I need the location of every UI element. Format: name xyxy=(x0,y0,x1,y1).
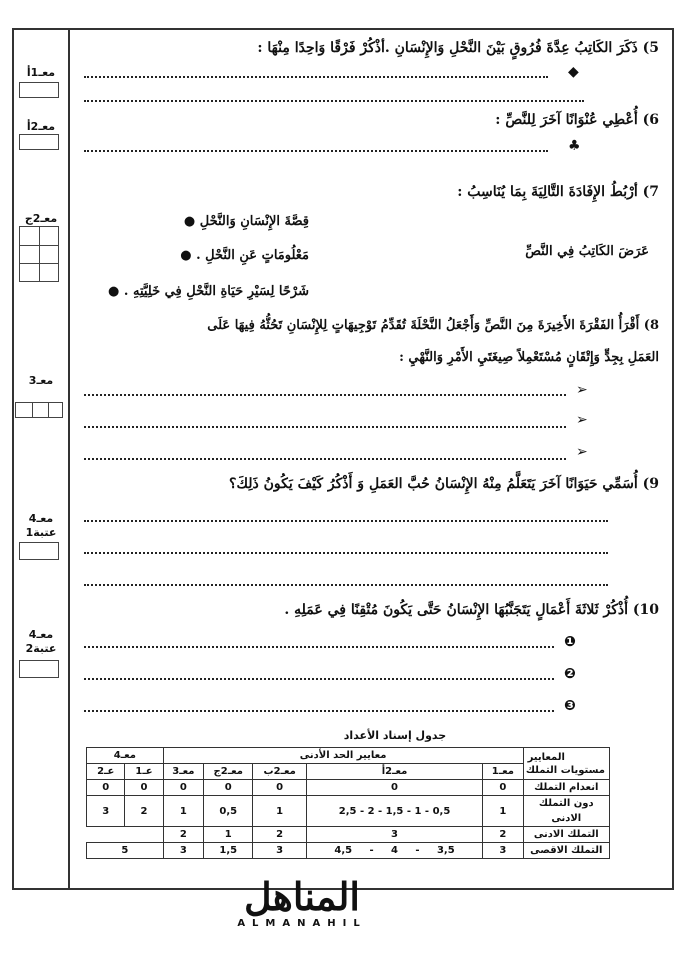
sidebar-label: معـ2ج xyxy=(24,212,58,225)
number-3-icon: ❸ xyxy=(564,698,576,714)
table-row xyxy=(87,827,610,843)
score-box-grid[interactable] xyxy=(15,402,63,418)
column-header: عـ1 xyxy=(125,764,163,780)
match-option[interactable] xyxy=(180,248,309,263)
arrow-bullet-icon: ➢ xyxy=(576,412,588,428)
table-cell: 3 xyxy=(253,843,307,859)
answer-line[interactable] xyxy=(84,520,608,522)
question-8-line1: 8) أَقْرَأُ الفَقْرَةَ الأَخِيرَةَ مِنَ النَّصِّ وَأَجْعَلُ النَّحْلَةَ تُقَدِّمُ تَوْجِيهَاتٍ لِلإِنْسَانِ تَحُثُّهُ فِيهَا عَلَى xyxy=(207,318,659,333)
table-cell: 0 xyxy=(163,780,203,796)
column-header: معـ3 xyxy=(163,764,203,780)
header-cell xyxy=(523,748,609,780)
table-cell: 1 xyxy=(163,796,203,827)
club-bullet-icon: ♣ xyxy=(568,138,581,154)
table-cell: 0 xyxy=(125,780,163,796)
empty-cell xyxy=(87,827,164,843)
table-cell: 5 xyxy=(87,843,164,859)
logo-text: المناهل xyxy=(244,874,360,919)
column-header: معـ2أ xyxy=(306,764,482,780)
sidebar-label: معـ4 xyxy=(28,628,54,641)
score-box-grid[interactable] xyxy=(19,226,59,282)
header-cell: معايير الحد الأدنى xyxy=(163,748,523,764)
table-cell: 1 xyxy=(483,796,523,827)
number-1-icon: ❶ xyxy=(564,634,576,650)
match-option[interactable] xyxy=(108,284,309,299)
score-box[interactable] xyxy=(19,134,59,150)
answer-line[interactable] xyxy=(84,552,608,554)
table-cell: 0,5 xyxy=(204,796,253,827)
table-cell: 3 xyxy=(87,796,125,827)
table-cell: 3 xyxy=(483,843,523,859)
table-cell: 3 xyxy=(306,827,482,843)
table-cell: 0 xyxy=(306,780,482,796)
arrow-bullet-icon: ➢ xyxy=(576,444,588,460)
row-label: التملك الاقصى xyxy=(523,843,609,859)
table-cell: 0 xyxy=(483,780,523,796)
table-cell: 2 xyxy=(483,827,523,843)
question-9: 9) أُسَمِّي حَيَوَانًا آخَرَ يَتَعَلَّمُ مِنْهُ الإِنْسَانُ حُبَّ العَمَلِ وَ أَذْكُرُ كَيْفَ يَكُونُ ذَلِكَ؟ xyxy=(229,476,659,492)
sidebar-label: معـ3 xyxy=(28,374,54,387)
score-box[interactable] xyxy=(19,542,59,560)
answer-line[interactable] xyxy=(84,458,566,460)
dot-bullet-icon: ● xyxy=(180,248,192,263)
almanahil-logo xyxy=(232,876,372,936)
table-title: جدول إسناد الأعداد xyxy=(343,729,447,742)
answer-line[interactable] xyxy=(84,76,548,78)
question-5: 5) ذَكَرَ الكَاتِبُ عِدَّةَ فُرُوقٍ بَيْنَ النَّحْلِ وَالإِنْسَانِ .أذْكُرْ فَرْقًا وَاحِدًا مِنْهَا : xyxy=(257,40,659,56)
table-cell: 1,5 xyxy=(204,843,253,859)
table-header-row xyxy=(87,748,610,764)
grading-table xyxy=(86,747,610,859)
column-header: معـ2ج xyxy=(204,764,253,780)
dot-bullet-icon: ● xyxy=(183,214,196,229)
table-cell: 2 xyxy=(253,827,307,843)
option-text: مَعْلُومَاتٍ عَنِ النَّحْلِ . xyxy=(196,248,309,263)
sidebar-label: معـ4 xyxy=(28,512,54,525)
table-row xyxy=(87,843,610,859)
question-10: 10) أُذْكُرْ ثَلاثَةَ أَعْمَالٍ يَتَجَنَّبُهَا الإِنْسَانُ حَتَّى يَكُونَ مُتْقِنًا فِي عَمَلِهِ . xyxy=(284,602,659,618)
table-row xyxy=(87,796,610,827)
answer-line[interactable] xyxy=(84,646,554,648)
answer-line[interactable] xyxy=(84,584,608,586)
question-6: 6) أُعْطِي عُنْوَانًا آخَرَ لِلنَّصِّ : xyxy=(495,112,659,128)
diamond-bullet-icon: ◆ xyxy=(568,64,579,80)
sidebar-label: معـ2أ xyxy=(26,120,56,133)
dot-bullet-icon: ● xyxy=(108,284,120,299)
arrow-bullet-icon: ➢ xyxy=(576,382,588,398)
table-cell: 1 xyxy=(204,827,253,843)
table-cell: 2 xyxy=(163,827,203,843)
header-cell: معـ4 xyxy=(87,748,164,764)
table-cell: 2 xyxy=(125,796,163,827)
row-label: التملك الادنى xyxy=(523,827,609,843)
table-cell: 0 xyxy=(204,780,253,796)
match-option[interactable] xyxy=(184,214,309,229)
column-header: معـ2ب xyxy=(253,764,307,780)
column-header: عـ2 xyxy=(87,764,125,780)
score-box[interactable] xyxy=(19,660,59,678)
levels-header: مستويات التملك xyxy=(525,764,605,776)
score-sidebar xyxy=(12,28,70,890)
answer-line[interactable] xyxy=(84,394,566,396)
question-8-line2: العَمَلِ بِجِدٍّ وَإِتْقَانٍ مُسْتَعْمِلاً صِيغَتَيِ الأَمْرِ وَالنَّهْيِ : xyxy=(399,350,659,365)
option-text: شَرْحًا لِسَيْرِ حَيَاةِ النَّحْلِ فِي خَلِيَّتِهِ . xyxy=(123,284,309,299)
table-row xyxy=(87,780,610,796)
table-cell: 0 xyxy=(87,780,125,796)
answer-line[interactable] xyxy=(84,678,554,680)
table-cell: 2,5 - 2 - 1,5 - 1 - 0,5 xyxy=(306,796,482,827)
logo-subtext: ALMANAHIL xyxy=(237,918,367,929)
sidebar-label: عتبة2 xyxy=(25,642,57,655)
option-text: قِصَّةَ الإِنْسَانِ وَالنَّحْلِ xyxy=(199,214,309,229)
match-source: عَرَضَ الكَاتِبُ فِي النَّصِّ xyxy=(525,244,649,259)
number-2-icon: ❷ xyxy=(564,666,576,682)
answer-line[interactable] xyxy=(84,710,554,712)
row-label: انعدام التملك xyxy=(523,780,609,796)
row-label: دون التملك الادنى xyxy=(523,796,609,827)
table-cell: 4,5 - 4 - 3,5 xyxy=(306,843,482,859)
table-cell: 0 xyxy=(253,780,307,796)
score-box[interactable] xyxy=(19,82,59,98)
sidebar-label: معـ1أ xyxy=(26,66,56,79)
sidebar-label: عتبة1 xyxy=(25,526,57,539)
question-7: 7) أرْبُطُ الإِفَادَةَ التَّالِيَةَ بِمَا يُنَاسِبُ : xyxy=(457,184,659,200)
criteria-header: المعايير xyxy=(527,751,565,763)
column-header: معـ1 xyxy=(483,764,523,780)
table-cell: 1 xyxy=(253,796,307,827)
answer-line[interactable] xyxy=(84,426,566,428)
table-cell: 3 xyxy=(163,843,203,859)
answer-line[interactable] xyxy=(84,100,584,102)
answer-line[interactable] xyxy=(84,150,548,152)
